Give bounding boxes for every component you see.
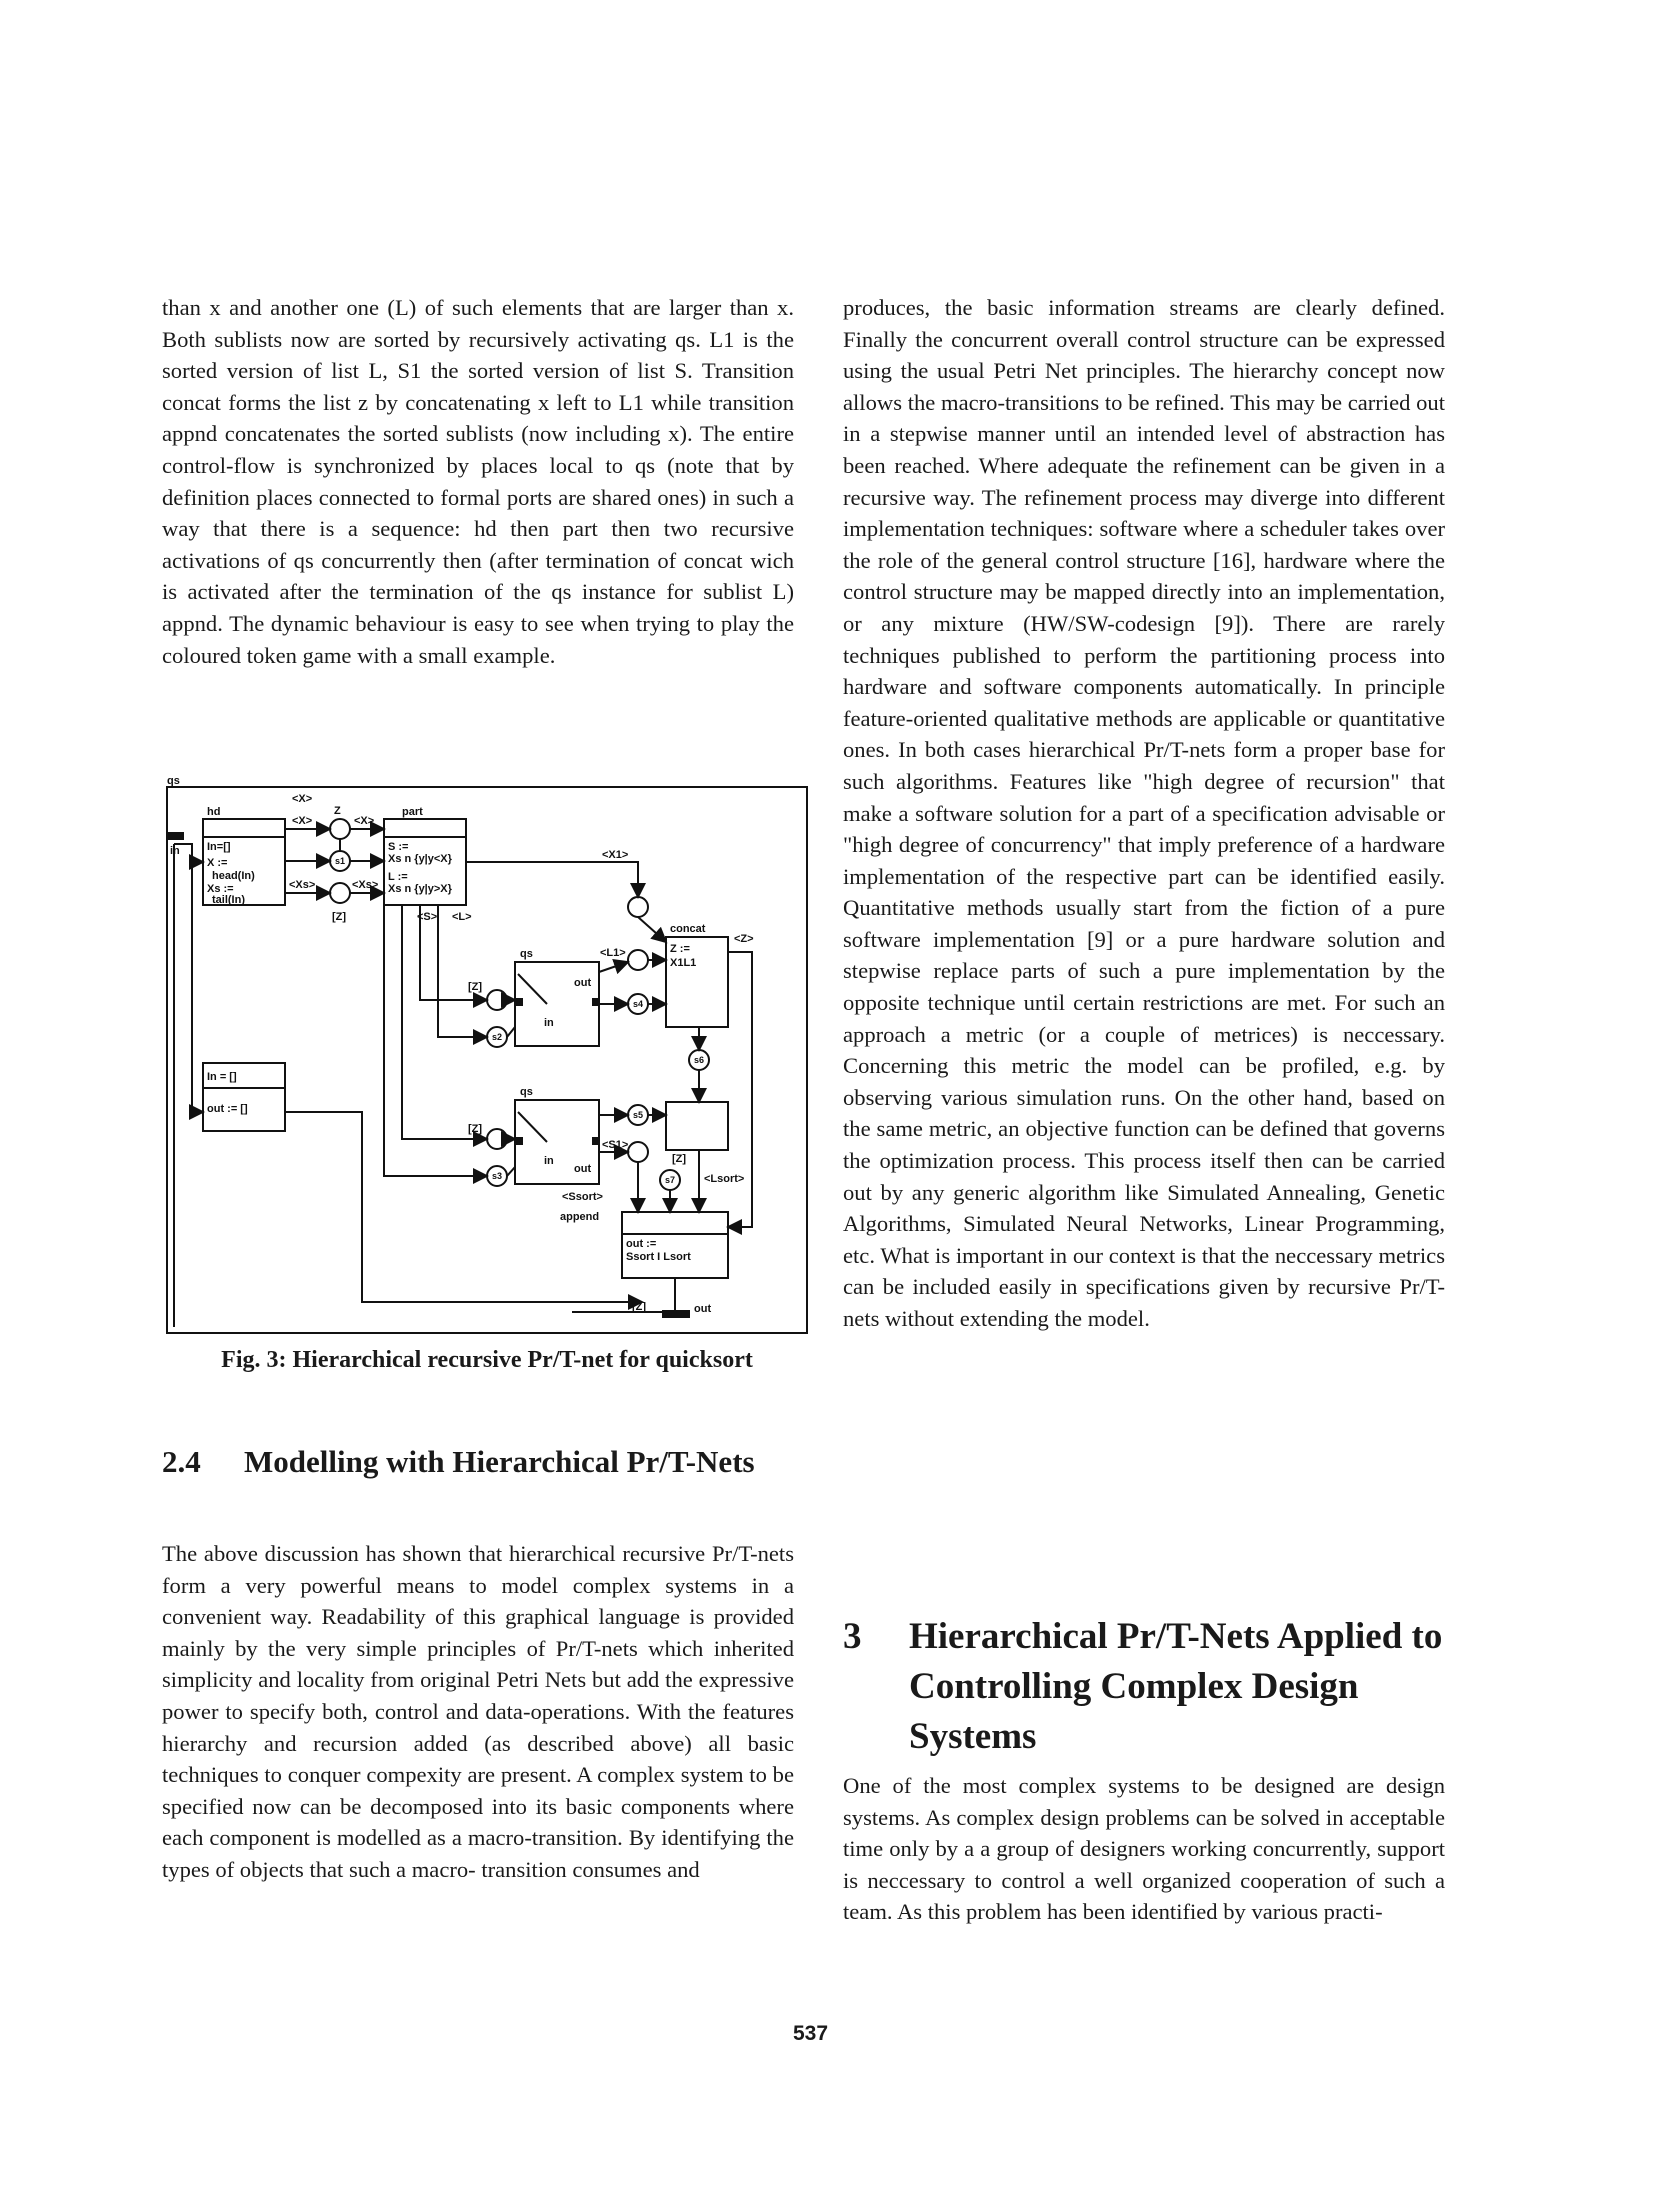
place-xs	[330, 883, 350, 903]
fig-place-s4: s4	[632, 999, 644, 1009]
fig-hd-rule2: X :=	[207, 857, 228, 869]
fig-hd-rule4: Xs :=	[207, 883, 234, 895]
fig-port-z: [Z]	[632, 1301, 647, 1313]
section-3-title: Hierarchical Pr/T-Nets Applied to Controlling Complex Design Systems	[909, 1616, 1443, 1757]
fig-part-rule3: L :=	[388, 871, 408, 883]
fig-arc-x1: <X1>	[602, 849, 629, 861]
fig-label-append: append	[560, 1211, 600, 1223]
fig-label-concat: concat	[670, 923, 706, 935]
fig-part-rule1: S :=	[388, 841, 409, 853]
fig-place-s7: s7	[664, 1175, 676, 1185]
place-x1	[628, 897, 648, 917]
fig-arc-xs-2: <Xs>	[352, 879, 379, 891]
section-3-paragraph: One of the most complex systems to be designed are design systems. As complex design problems can be solved in acceptable time only by a a group of designers working concurrently, support is neccessary to control a well organized cooperation of such a team. As this problem has been identified by various practi-	[843, 1773, 1445, 1925]
section-3-body	[843, 1770, 1445, 1928]
fig-sub-in-2: in	[544, 1155, 554, 1167]
fig-place-s5: s5	[632, 1110, 644, 1120]
fig-sub-out-1: out	[574, 977, 592, 989]
fig-label-part: part	[402, 806, 423, 818]
fig-empty-rule2: out := []	[207, 1103, 248, 1115]
fig-arc-ssort: <Ssort>	[562, 1191, 603, 1203]
fig-place-s3: s3	[491, 1171, 503, 1181]
page-number: 537	[793, 2022, 829, 2045]
fig-token-z-2: [Z]	[468, 981, 483, 993]
fig-hd-rule3: head(In)	[212, 870, 255, 882]
section-2-4-heading	[162, 1442, 794, 1482]
fig-place-s1: s1	[334, 856, 346, 866]
fig-hd-rule5: tail(In)	[212, 894, 245, 906]
right-column	[843, 292, 1445, 1335]
place-x	[330, 819, 350, 839]
petri-net-diagram	[162, 775, 812, 1342]
place-s	[487, 1129, 507, 1149]
sub-qs-box-1	[515, 962, 599, 1046]
intro-paragraph: than x and another one (L) of such elements that are larger than x. Both sublists now are sorted by recursively activating qs. L1 is the sorted version of list L, S1 the sorted version of list S. Transition concat forms the list z by concatenating x left to L1 while transition appnd concatenates the sorted sublists (now including x). The entire control-flow is synchronized by places local to qs (note that by definition places connected to formal ports are shared ones) in such a way that there is a sequence: hd then part then two recursive activations of qs concurrently then (after termination of concat wich is activated after the termination of the qs instance for sublist L) appnd. The dynamic behaviour is easy to see when trying to play the coloured token game with a small example.	[162, 295, 794, 668]
figure-caption: Fig. 3: Hierarchical recursive Pr/T-net for quicksort	[221, 1347, 753, 1373]
fig-place-s2: s2	[491, 1032, 503, 1042]
fig-hd-rule1: In=[]	[207, 841, 231, 853]
section-3-heading	[843, 1612, 1445, 1762]
left-column	[162, 292, 794, 671]
fig-arc-s: <S>	[417, 911, 438, 923]
fig-sub-out-2: out	[574, 1163, 592, 1175]
fig-part-rule4: Xs n {y|y>X}	[388, 883, 452, 895]
middle-transition	[666, 1102, 728, 1150]
fig-part-rule2: Xs n {y|y<X}	[388, 853, 452, 865]
fig-label-qs: qs	[167, 775, 180, 787]
fig-arc-x: <X>	[292, 815, 313, 827]
fig-arc-z: Z	[334, 805, 341, 817]
section-2-4-title: Modelling with Hierarchical Pr/T-Nets	[244, 1444, 755, 1479]
fig-token-z-3: [Z]	[468, 1123, 483, 1135]
section-2-4-body	[162, 1538, 794, 1886]
fig-concat-rule2: X1L1	[670, 957, 697, 969]
section-2-4-paragraph: The above discussion has shown that hierarchical recursive Pr/T-nets form a very powerful means to model complex systems in a convenient way. Readability of this graphical language is provided mainly by the very simple principles of Pr/T-nets which inherited simplicity and locality from original Petri Nets but add the expressive power to specify both, control and data-operations. With the features hierarchy and recursion added (as described above) all basic techniques to conquer compexity are present. A complex system to be specified now can be decomposed into its basic components where each component is modelled as a macro-transition. By identifying the types of objects that such a macro- transition consumes and	[162, 1541, 794, 1882]
place-l	[487, 990, 507, 1010]
fig-token-z: [Z]	[332, 911, 347, 923]
fig-arc-l: <L>	[452, 911, 472, 923]
fig-concat-rule1: Z :=	[670, 943, 690, 955]
section-2-4-number: 2.4	[162, 1444, 201, 1479]
fig-arc-s1: <S1>	[602, 1139, 629, 1151]
fig-sub-qs-2: qs	[520, 1086, 533, 1098]
port-out-bar	[662, 1310, 690, 1318]
port-in-bar	[166, 832, 184, 840]
place-s1b	[628, 1142, 648, 1162]
right-column-paragraph: produces, the basic information streams are clearly defined. Finally the concurrent overall control structure can be expressed using the usual Petri Net principles. The hierarchy concept now allows the macro-transitions to be refined. This may be carried out in a stepwise manner until an intended level of abstraction has been reached. Where adequate the refinement can be given in a recursive way. The refinement process may diverge into different implementation techniques: software where a scheduler takes over the role of the general control structure [16], hardware where the control structure may be mapped directly into an implementation, or any mixture (HW/SW-codesign [9]). There are rarely techniques published to perform the partitioning process into hardware and software components automatically. In principle feature-oriented qualitative methods are applicable or quantitative ones. In both cases hierarchical Pr/T-nets form a proper base for such algorithms. Features like "high degree of recursion" that make a software solution for a part of a specification advisable or "high degree of concurrency" that imply preference of a hardware implementation of the respective part can be identified easily. Quantitative methods usually start from the fiction of a pure software implementation [9] or a pure hardware solution and stepwise replace parts of such a pure implementation by the opposite technique until certain restrictions are met. For such an approach a metric (or a couple of metrices) is neccessary. Concerning this metric the model can be profiled, e.g. by observing various simulation runs. On the other hand, based on the same metric, an objective function can be defined that governs the optimization process. This process itself then can be carried out by any generic algorithm like Simulated Annealing, Genetic Algorithms, Simulated Neural Networks, Linear Programming, etc. What is important in our context is that the neccessary metrics can be included easily in specifications given by recursive Pr/T-nets without extending the model.	[843, 295, 1445, 1331]
fig-arc-xs: <Xs>	[289, 879, 316, 891]
fig-token-z-4: [Z]	[672, 1153, 687, 1165]
outer-frame	[167, 787, 807, 1333]
fig-sub-qs-1: qs	[520, 948, 533, 960]
fig-empty-rule1: In = []	[207, 1071, 237, 1083]
fig-label-hd: hd	[207, 806, 221, 818]
fig-port-out: out	[694, 1303, 712, 1315]
fig-arc-x-2: <X>	[354, 815, 375, 827]
fig-place-s6: s6	[693, 1055, 705, 1065]
fig-append-rule1: out :=	[626, 1238, 657, 1250]
place-l1	[628, 950, 648, 970]
fig-arc-z2: <Z>	[734, 933, 754, 945]
fig-sub-in-1: in	[544, 1017, 554, 1029]
fig-arc-l1: <L1>	[600, 947, 626, 959]
figure-petri-net	[162, 775, 812, 1342]
fig-arc-lsort: <Lsort>	[704, 1173, 745, 1185]
fig-append-rule2: Ssort I Lsort	[626, 1251, 691, 1263]
section-3-number: 3	[843, 1616, 862, 1657]
fig-port-in: in	[170, 845, 180, 857]
fig-arc-x-top: <X>	[292, 793, 313, 805]
